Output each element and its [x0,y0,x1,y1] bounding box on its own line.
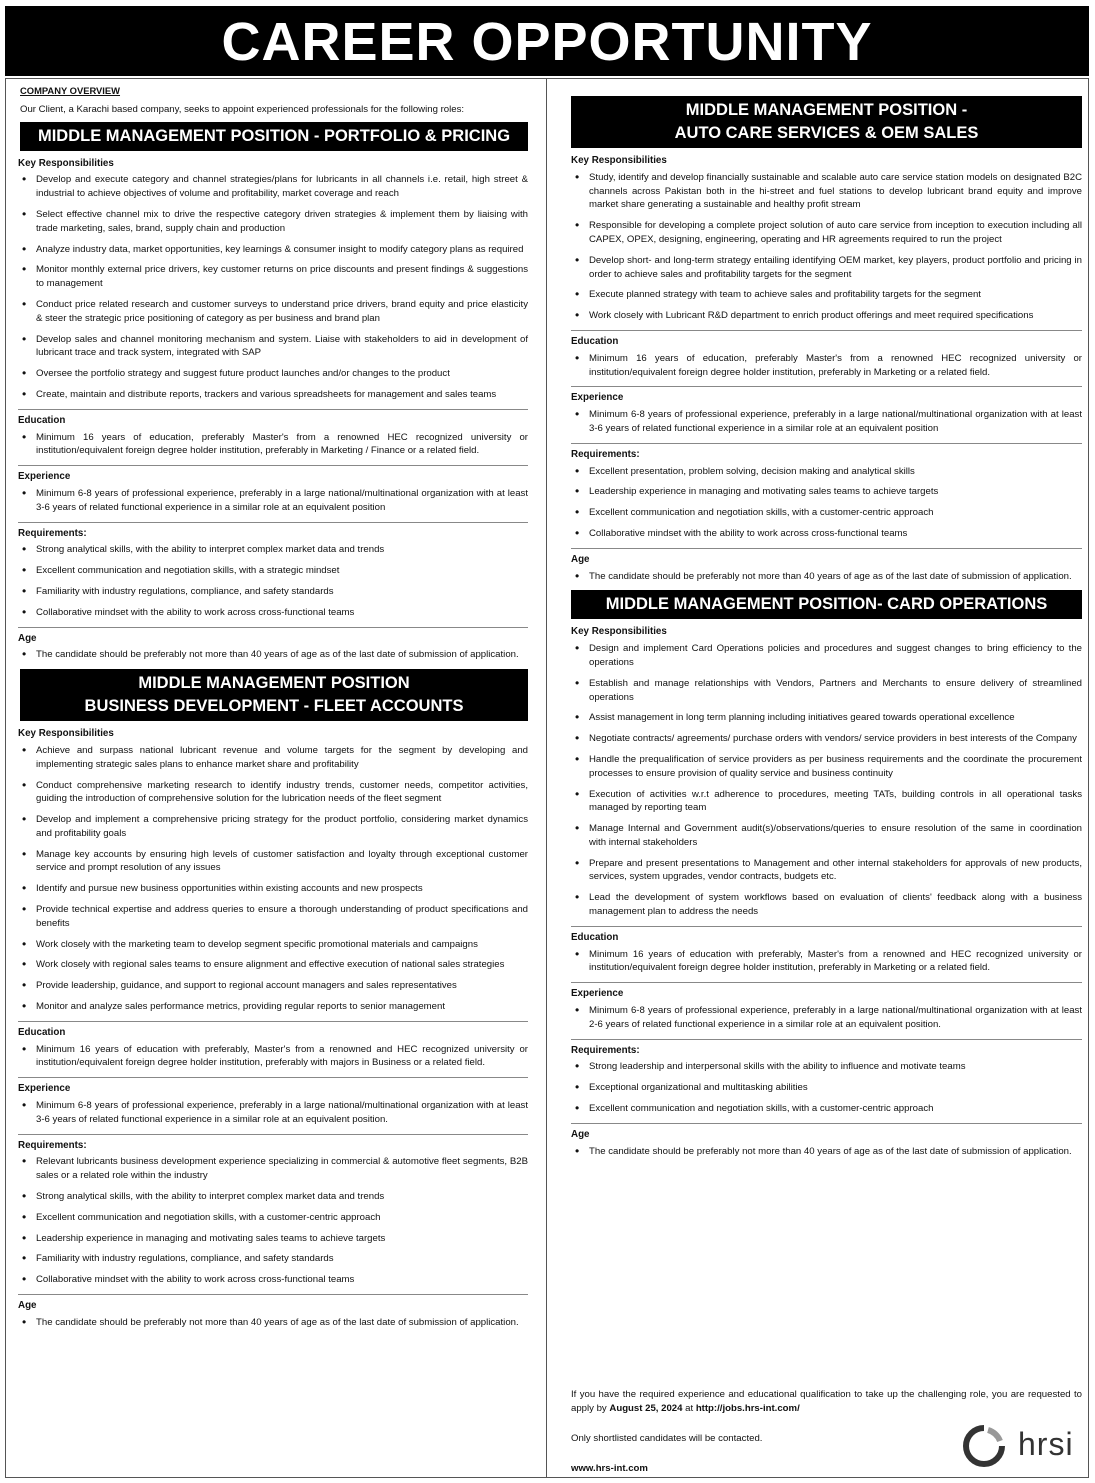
apply-link[interactable]: http://jobs.hrs-int.com/ [695,1403,800,1414]
list-item: • Work closely with the marketing team to develop segment specific promotional materials and campaigns [18,938,528,952]
list-item: • The candidate should be preferably not more than 40 years of age as of the last date of submission of application. [571,570,1082,584]
section-heading-age: Age [18,1300,37,1312]
bullet-list [18,1316,528,1330]
bullet-list [18,431,528,459]
apply-instructions [571,1388,1082,1416]
section-heading-experience: Experience [571,392,624,404]
apply-text: If you have the required experience and educational qualification to take up the challenging role, you are requested to apply by [571,1389,1082,1414]
section-heading-age: Age [571,1128,590,1140]
section-divider [18,409,528,410]
list-item: • Create, maintain and distribute reports, trackers and various spreadsheets for management and sales teams [18,388,528,402]
shortlist-note: Only shortlisted candidates will be contacted. [571,1433,763,1444]
list-item: • Minimum 16 years of education with preferably, Master's from a renowned and HEC recognized university or institution/equivalent foreign degree holder institution, preferably in Marketing or a related field. [571,948,1082,976]
list-item: • Leadership experience in managing and motivating sales teams to achieve targets [18,1232,528,1246]
bullet-list [571,948,1082,976]
bullet-list [18,1043,528,1071]
apply-text-mid: at [682,1403,696,1414]
section-heading-age: Age [18,632,37,644]
list-item: • Design and implement Card Operations policies and procedures and suggest changes to bring efficiency to the operations [571,642,1082,670]
section-divider [18,465,528,466]
list-item: • Work closely with regional sales teams to ensure alignment and effective execution of national sales strategies [18,958,528,972]
list-item: • Exceptional organizational and multitasking abilities [571,1081,1082,1095]
list-item: • Collaborative mindset with the ability to work across cross-functional teams [18,606,528,620]
list-item: • Strong analytical skills, with the ability to interpret complex market data and trends [18,1190,528,1204]
list-item: • Lead the development of system workflows based on evaluation of clients' feedback along with a business management plan to address the needs [571,891,1082,919]
section-heading-education: Education [571,931,619,943]
position-title-line: MIDDLE MANAGEMENT POSITION - PORTFOLIO & PRICING [37,126,511,145]
list-item: • Develop and execute category and channel strategies/plans for lubricants in all channels i.e. retail, high street & industrial to achieve objectives of volume and profitability, market coverage and reach [18,173,528,201]
bullet-list [571,171,1082,323]
list-item: • Minimum 6-8 years of professional experience, preferably in a large national/multinational organization with at least 3-6 years of related functional experience in a similar role at an equivalent position [571,408,1082,436]
list-item: • Collaborative mindset with the ability to work across cross-functional teams [18,1273,528,1287]
section-divider [18,1294,528,1295]
section-heading-education: Education [571,335,619,347]
bullet-list [18,543,528,619]
list-item: • Develop short- and long-term strategy entailing identifying OEM market, key players, product portfolio and pricing in order to achieve sales and profitability targets for the segment [571,254,1082,282]
list-item: • Assist management in long term planning including initiatives geared towards operational excellence [571,711,1082,725]
list-item: • Familiarity with industry regulations, compliance, and safety standards [18,1252,528,1266]
bullet-list [571,352,1082,380]
column-divider [546,78,547,1478]
list-item: • Strong analytical skills, with the ability to interpret complex market data and trends [18,543,528,557]
section-divider [18,522,528,523]
list-item: • Familiarity with industry regulations, compliance, and safety standards [18,585,528,599]
list-item: • Develop and implement a comprehensive pricing strategy for the product portfolio, considering market dynamics and profitability goals [18,813,528,841]
list-item: • Minimum 6-8 years of professional experience, preferably in a large national/multinational organization with at least 3-6 years of related functional experience in a similar role at an equivalent position [18,487,528,515]
list-item: • Excellent communication and negotiation skills, with a customer-centric approach [571,506,1082,520]
section-divider [571,1123,1082,1124]
list-item: • Select effective channel mix to drive the respective category driven strategies & implement them by liaising with trade marketing, sales, brand, supply chain and production [18,208,528,236]
bullet-list [571,570,1082,584]
list-item: • Minimum 16 years of education, preferably Master's from a renowned HEC recognized university or institution/equivalent foreign degree holder institution, preferably in Marketing / Finance or a related field. [18,431,528,459]
position-title-line: AUTO CARE SERVICES & OEM SALES [674,124,979,142]
section-divider [571,548,1082,549]
list-item: • Study, identify and develop financially sustainable and scalable auto care service station models on designated B2C channels across Pakistan both in the hi-street and fuel stations to develop lubricant brand equity and improve market share generating a sustainable and healthy profit stream [571,171,1082,212]
section-heading-experience: Experience [571,988,624,1000]
position-title [20,669,528,721]
list-item: • Execution of activities w.r.t adherence to procedures, meeting TATs, building controls in all operational tasks managed by reporting team [571,788,1082,816]
overview-heading: COMPANY OVERVIEW [20,85,121,96]
section-heading-experience: Experience [18,471,71,483]
list-item: • Manage Internal and Government audit(s)/observations/queries to ensure resolution of the same in coordination with internal stakeholders [571,822,1082,850]
bullet-list [18,744,528,1014]
list-item: • Conduct price related research and customer surveys to understand price drivers, brand equity and price elasticity & steer the strategic price positioning of category as per business and brand plan [18,298,528,326]
list-item: • Conduct comprehensive marketing research to identify industry trends, customer needs, competitor activities, guiding the introduction of comprehensive solution for the lubrication needs of the fleet segment [18,779,528,807]
list-item: • Excellent communication and negotiation skills, with a customer-centric approach [18,1211,528,1225]
list-item: • Oversee the portfolio strategy and suggest future product launches and/or changes to the product [18,367,528,381]
section-divider [571,926,1082,927]
list-item: • Minimum 16 years of education with preferably, Master's from a renowned and HEC recognized university or institution/equivalent foreign degree holder institution, preferably with majors in Business or a related field. [18,1043,528,1071]
bullet-list [571,642,1082,919]
bullet-list [18,173,528,401]
section-heading-requirements: Requirements: [18,1139,87,1151]
list-item: • Manage key accounts by ensuring high levels of customer satisfaction and loyalty through exceptional customer service and prompt resolution of any issues [18,848,528,876]
left-column [18,84,528,1337]
bullet-list [571,1060,1082,1115]
section-divider [571,330,1082,331]
position-title-line: MIDDLE MANAGEMENT POSITION- CARD OPERATIONS [605,595,1048,614]
section-heading-key-responsibilities: Key Responsibilities [18,157,114,169]
list-item: • Excellent communication and negotiation skills, with a customer-centric approach [571,1102,1082,1116]
right-column [571,96,1082,1165]
section-heading-key-responsibilities: Key Responsibilities [571,155,667,166]
section-heading-requirements: Requirements: [571,448,640,460]
list-item: • The candidate should be preferably not more than 40 years of age as of the last date of submission of application. [18,648,528,662]
list-item: • Work closely with Lubricant R&D department to enrich product offerings and meet required specifications [571,309,1082,323]
list-item: • Minimum 16 years of education, preferably Master's from a renowned HEC recognized university or institution/equivalent foreign degree holder institution, preferably in Marketing or a related field. [571,352,1082,380]
list-item: • Handle the prequalification of service providers as per business requirements and the coordinate the procurement processes to ensure provision of quality service and business continuity [571,753,1082,781]
list-item: • Minimum 6-8 years of professional experience, preferably in a large national/multinational organization with at least 3-6 years of related functional experience in a similar role at an equivalent position. [18,1099,528,1127]
bullet-list [571,408,1082,436]
list-item: • Monitor and analyze sales performance metrics, providing regular reports to senior management [18,1000,528,1014]
bullet-list [18,1155,528,1287]
website-link[interactable]: www.hrs-int.com [571,1463,648,1474]
list-item: • Responsible for developing a complete project solution of auto care service from inception to execution including all CAPEX, OPEX, designing, engineering, operating and HR agreements required to run the project [571,219,1082,247]
section-heading-requirements: Requirements: [571,1044,640,1056]
section-heading-key-responsibilities: Key Responsibilities [18,728,114,740]
bullet-list [18,1099,528,1127]
list-item: • Monitor monthly external price drivers, key customer returns on price discounts and present findings & suggestions to management [18,263,528,291]
section-heading-education: Education [18,1026,66,1038]
page-title: CAREER OPPORTUNITY [5,6,1089,76]
section-divider [571,1039,1082,1040]
list-item: • Establish and manage relationships with Vendors, Partners and Merchants to ensure delivery of streamlined operations [571,677,1082,705]
section-heading-requirements: Requirements: [18,527,87,539]
position-title [20,122,528,151]
section-heading-education: Education [18,414,66,426]
section-divider [18,627,528,628]
list-item: • Excellent communication and negotiation skills, with a strategic mindset [18,564,528,578]
section-divider [18,1021,528,1022]
section-heading-key-responsibilities: Key Responsibilities [571,626,667,638]
list-item: • Provide technical expertise and address queries to ensure a thorough understanding of product specifications and benefits [18,903,528,931]
list-item: • Relevant lubricants business development experience specializing in commercial & automotive fleet segments, B2B sales or a related role within the industry [18,1155,528,1183]
list-item: • Prepare and present presentations to Management and other internal stakeholders for approvals of new products, services, system upgrades, vendor contracts, budgets etc. [571,857,1082,885]
list-item: • Strong leadership and interpersonal skills with the ability to influence and motivate teams [571,1060,1082,1074]
list-item: • The candidate should be preferably not more than 40 years of age as of the last date of submission of application. [18,1316,528,1330]
position-title [571,96,1082,148]
list-item: • Excellent presentation, problem solving, decision making and analytical skills [571,465,1082,479]
list-item: • Analyze industry data, market opportunities, key learnings & consumer insight to modify category plans as required [18,243,528,257]
section-divider [18,1134,528,1135]
deadline: August 25, 2024 [609,1403,683,1414]
list-item: • Identify and pursue new business opportunities within existing accounts and new prospects [18,882,528,896]
bullet-list [571,465,1082,541]
section-divider [571,443,1082,444]
list-item: • The candidate should be preferably not more than 40 years of age as of the last date of submission of application. [571,1145,1082,1159]
section-divider [571,982,1082,983]
list-item: • Minimum 6-8 years of professional experience, preferably in a large national/multinational organization with at least 2-6 years of related functional experience in a similar role at an equivalent position. [571,1004,1082,1032]
list-item: • Execute planned strategy with team to achieve sales and profitability targets for the segment [571,288,1082,302]
section-heading-age: Age [571,553,590,565]
section-heading-experience: Experience [18,1083,71,1095]
logo-text: hrsi [1018,1426,1074,1462]
list-item: • Achieve and surpass national lubricant revenue and volume targets for the segment by developing and implementing strategic sales plans to enhance market share and profitability [18,744,528,772]
position-title-line: MIDDLE MANAGEMENT POSITION - [685,101,968,119]
position-title [571,590,1082,619]
position-title-line: MIDDLE MANAGEMENT POSITION [138,674,410,693]
list-item: • Provide leadership, guidance, and support to regional account managers and sales representatives [18,979,528,993]
list-item: • Leadership experience in managing and motivating sales teams to achieve targets [571,485,1082,499]
section-divider [571,386,1082,387]
bullet-list [18,487,528,515]
section-divider [18,1077,528,1078]
list-item: • Collaborative mindset with the ability to work across cross-functional teams [571,527,1082,541]
bullet-list [571,1145,1082,1159]
list-item: • Negotiate contracts/ agreements/ purchase orders with vendors/ service providers in best interests of the Company [571,732,1082,746]
bullet-list [18,648,528,662]
overview-intro: Our Client, a Karachi based company, seeks to appoint experienced professionals for the following roles: [20,103,465,115]
position-title-line: BUSINESS DEVELOPMENT - FLEET ACCOUNTS [84,697,464,716]
list-item: • Develop sales and channel monitoring mechanism and system. Liaise with stakeholders to aid in development of lubricant trace and track system, integrated with SAP [18,333,528,361]
bullet-list [571,1004,1082,1032]
